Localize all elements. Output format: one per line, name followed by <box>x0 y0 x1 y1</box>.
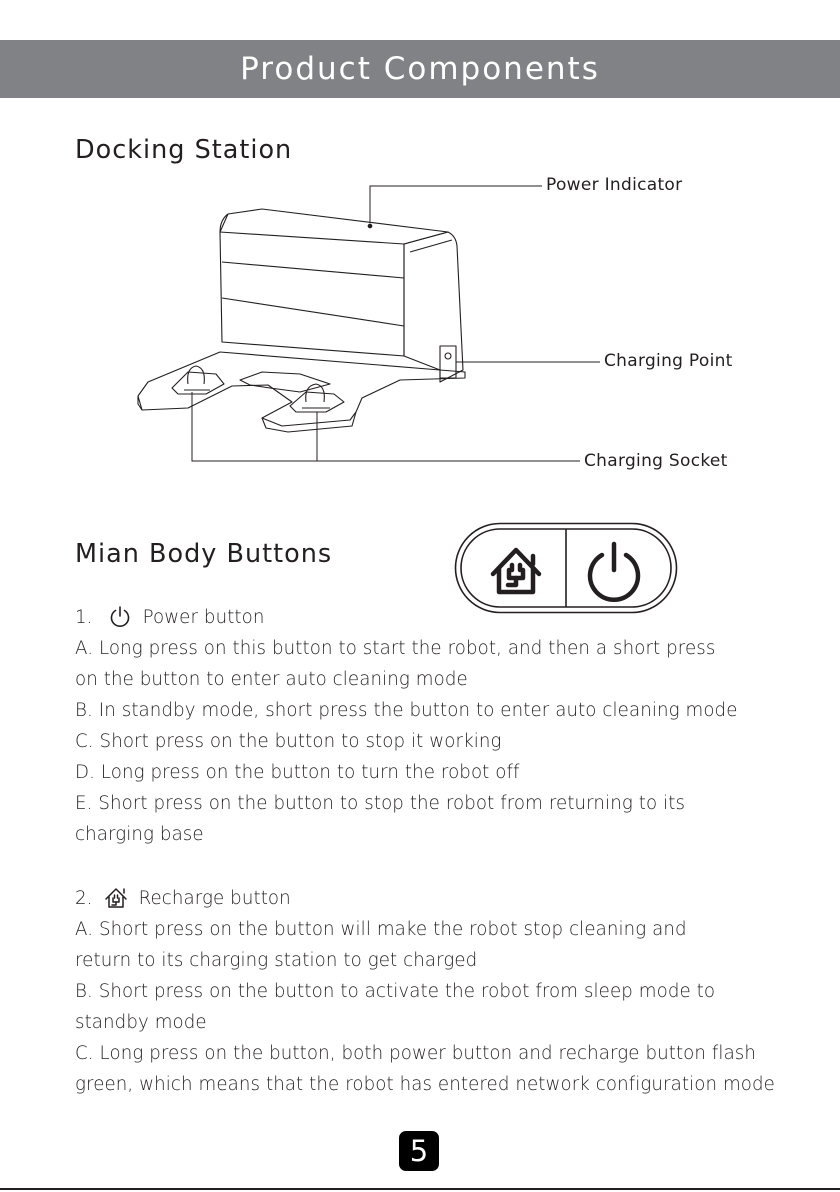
power-line-c: C. Short press on the button to stop it working <box>75 731 502 752</box>
recharge-line-a1: A. Short press on the button will make the robot stop cleaning and <box>75 919 687 940</box>
header-band <box>0 40 840 98</box>
docking-station-illustration <box>0 170 840 480</box>
item-number: 1. <box>75 606 93 628</box>
bottom-rule <box>0 1188 840 1190</box>
callout-power-indicator: Power Indicator <box>546 175 683 195</box>
callout-charging-socket: Charging Socket <box>584 451 728 471</box>
recharge-button-heading <box>75 885 291 911</box>
callout-charging-point: Charging Point <box>604 351 733 371</box>
page-title: Product Components <box>240 51 600 87</box>
recharge-line-c2: green, which means that the robot has entered network configuration mode <box>75 1074 775 1095</box>
main-body-buttons-title: Mian Body Buttons <box>75 539 333 569</box>
recharge-line-b1: B. Short press on the button to activate the robot from sleep mode to <box>75 981 716 1002</box>
recharge-line-a2: return to its charging station to get charged <box>75 950 478 971</box>
item-number: 2. <box>75 887 93 909</box>
power-button-heading <box>75 604 265 630</box>
power-line-a1: A. Long press on this button to start the robot, and then a short press <box>75 638 716 659</box>
power-line-a2: on the button to enter auto cleaning mode <box>75 669 468 690</box>
recharge-line-b2: standby mode <box>75 1012 207 1033</box>
power-line-e1: E. Short press on the button to stop the robot from returning to its <box>75 793 686 814</box>
button-panel-illustration <box>454 522 678 614</box>
recharge-home-plug-icon <box>103 885 131 911</box>
page-number: 5 <box>409 1134 429 1168</box>
power-line-e2: charging base <box>75 824 204 845</box>
page-number-badge <box>399 1131 439 1171</box>
power-line-d: D. Long press on the button to turn the robot off <box>75 762 520 783</box>
power-button-label: Power button <box>142 606 265 628</box>
power-line-b: B. In standby mode, short press the button to enter auto cleaning mode <box>75 700 738 721</box>
power-icon <box>107 604 133 630</box>
docking-station-title: Docking Station <box>75 135 293 165</box>
recharge-line-c1: C. Long press on the button, both power button and recharge button flash <box>75 1043 757 1064</box>
recharge-button-label: Recharge button <box>138 887 291 909</box>
